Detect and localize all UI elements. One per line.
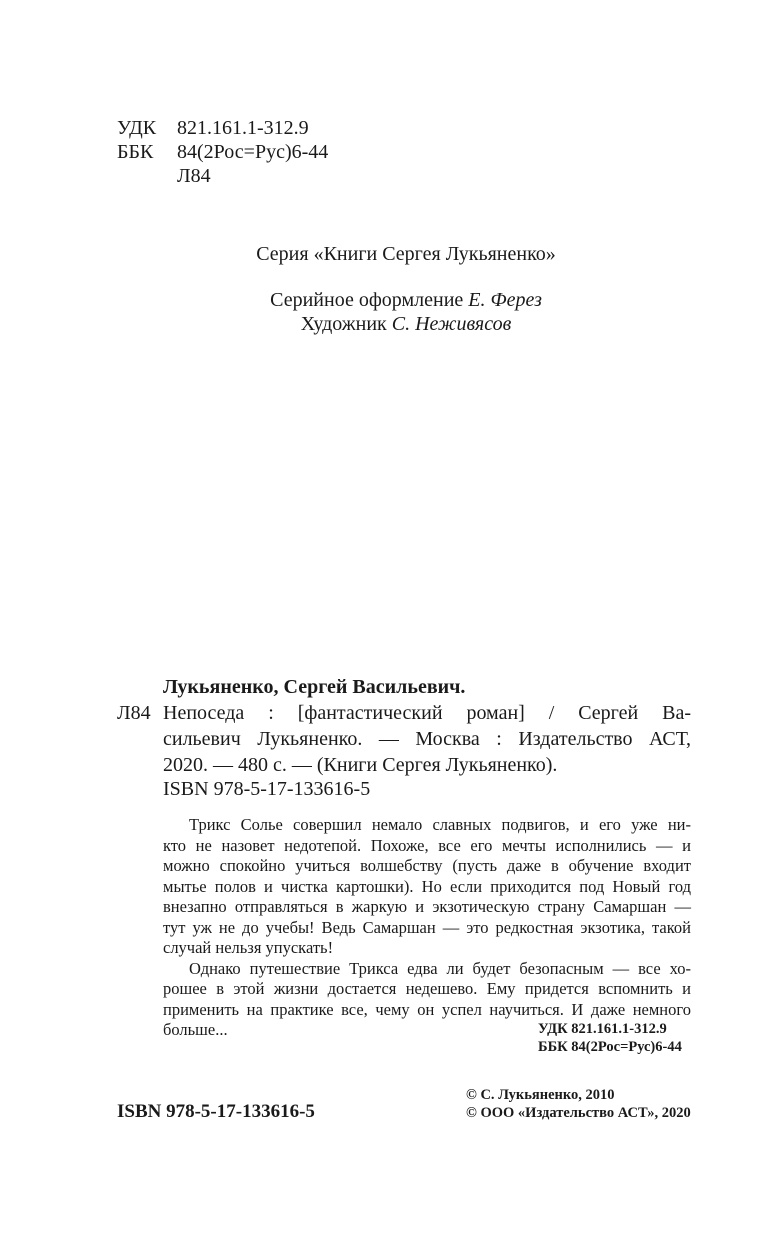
annotation-line: мытье полов и чистка картошки). Но если приходится под Новый год [163, 876, 691, 896]
annotation-line: больше... [163, 1020, 228, 1039]
bbk-label: ББК [117, 141, 154, 163]
series-line: Серия «Книги Сергея Лукьяненко» [256, 243, 556, 265]
bibliography-side-mark: Л84 [117, 702, 151, 724]
artist-label: Художник [300, 313, 387, 335]
annotation-line: применить на практике все, чему он успел научиться. И даже немного [163, 999, 691, 1019]
annotation-line: Трикс Солье совершил немало славных подвигов, и его уже ни- [189, 815, 691, 834]
annotation-line: тут уж не до учебы! Ведь Самаршан — это редкостная экзотика, такой [163, 917, 691, 937]
annotation-line: можно спокойно учиться волшебству (пусть даже в обучение входит [163, 856, 691, 875]
design-label: Серийное оформление [270, 289, 464, 311]
bibliography-line: Непоседа : [фантастический роман] / Сергей Ва- [163, 702, 691, 724]
udk-label: УДК [117, 117, 157, 139]
artist-credit [22, 312, 768, 336]
annotation-line: внезапно отправляться в жаркую и экзотическую страну Самаршан — [163, 897, 691, 916]
bibliography-line: 2020. — 480 с. — (Книги Сергея Лукьяненко). [163, 754, 558, 776]
author-mark-row [117, 165, 211, 187]
isbn-bottom: ISBN 978-5-17-133616-5 [117, 1101, 315, 1122]
annotation-line: кто не назовет недотепой. Похоже, все его мечты исполнились — и [163, 835, 691, 855]
bibliography-author: Лукьяненко, Сергей Васильевич. [163, 676, 466, 698]
bibliography-isbn: ISBN 978-5-17-133616-5 [163, 778, 371, 800]
bottom-bbk: ББК 84(2Рос=Рус)6-44 [538, 1039, 682, 1055]
bottom-udk: УДК 821.161.1-312.9 [538, 1021, 667, 1037]
bibliography-line: сильевич Лукьяненко. — Москва : Издательство АСТ, [163, 728, 691, 750]
annotation [163, 815, 691, 1041]
annotation-line: Однако путешествие Трикса едва ли будет безопасным — все хо- [189, 958, 691, 978]
design-name: Е. Ферез [468, 289, 542, 311]
author-mark: Л84 [177, 165, 211, 187]
bibliography-record [163, 674, 691, 778]
udk-value: 821.161.1-312.9 [177, 117, 309, 139]
copyright-author: © С. Лукьяненко, 2010 [466, 1087, 615, 1103]
bbk-value: 84(2Рос=Рус)6-44 [177, 141, 329, 163]
udk-row [117, 117, 309, 139]
bbk-row [117, 141, 328, 163]
annotation-line: случай нельзя упускать! [163, 938, 334, 957]
annotation-line: рошее в этой жизни достается недешево. Ему придется вспомнить и [163, 979, 691, 998]
artist-name: С. Неживясов [391, 313, 512, 335]
copyright-publisher: © ООО «Издательство АСТ», 2020 [466, 1105, 691, 1121]
design-credit [22, 288, 768, 312]
